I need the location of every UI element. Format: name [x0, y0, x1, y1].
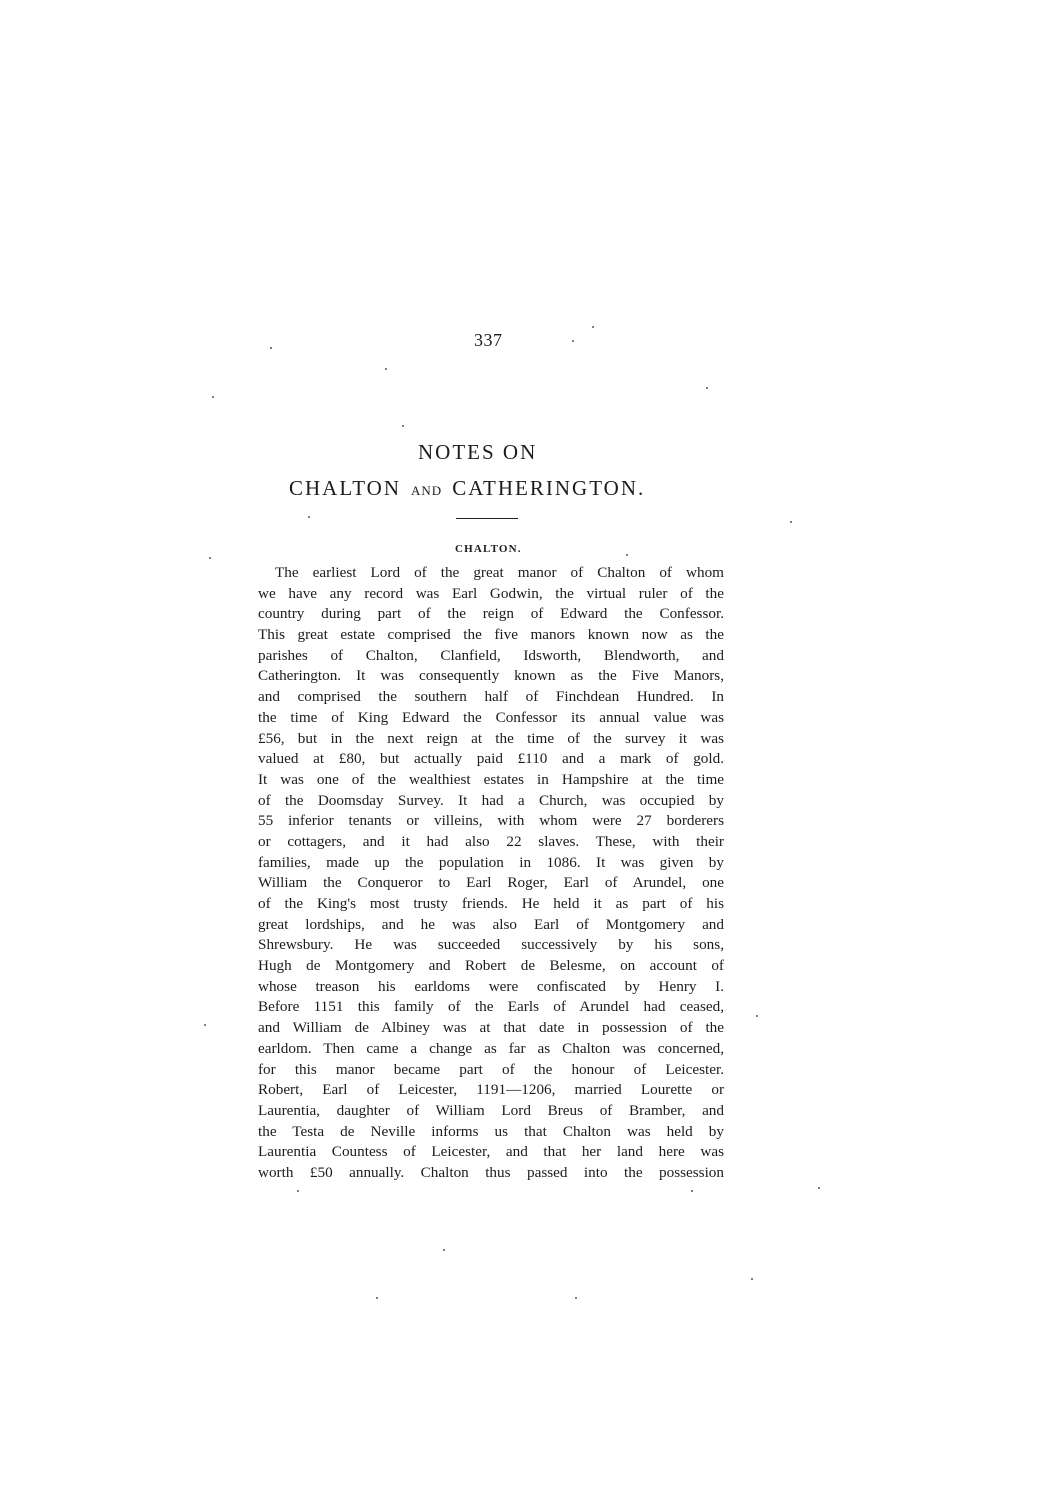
scan-speck: [385, 368, 387, 370]
scan-speck: [575, 1297, 577, 1299]
body-line: country during part of the reign of Edward the Confessor.: [258, 605, 724, 623]
body-line: 55 inferior tenants or villeins, with whom were 27 borderers: [258, 812, 724, 830]
section-heading: CHALTON.: [455, 543, 522, 555]
title-chalton: CHALTON: [289, 476, 402, 500]
scan-speck: [402, 425, 404, 427]
body-text: [258, 563, 724, 1184]
body-line: £56, but in the next reign at the time of the survey it was: [258, 729, 724, 747]
scan-speck: [691, 1190, 693, 1192]
body-line: Robert, Earl of Leicester, 1191—1206, married Lourette or: [258, 1081, 724, 1099]
body-line: Laurentia, daughter of William Lord Breus of Bramber, and: [258, 1101, 724, 1119]
scan-speck: [376, 1297, 378, 1299]
body-line: the Testa de Neville informs us that Chalton was held by: [258, 1122, 724, 1140]
scan-speck: [443, 1249, 445, 1251]
title-line-1: NOTES ON: [418, 440, 538, 464]
body-line: the time of King Edward the Confessor its annual value was: [258, 708, 724, 726]
body-line: Before 1151 this family of the Earls of Arundel had ceased,: [258, 998, 724, 1016]
scan-speck: [209, 557, 211, 559]
body-line: Laurentia Countess of Leicester, and that her land here was: [258, 1143, 724, 1161]
body-line: Hugh de Montgomery and Robert de Belesme, on account of: [258, 957, 724, 975]
scan-speck: [204, 1024, 206, 1026]
body-line: or cottagers, and it had also 22 slaves. These, with their: [258, 832, 724, 850]
scan-speck: [756, 1015, 758, 1017]
title-line-2: [289, 476, 645, 501]
body-line: for this manor became part of the honour of Leicester.: [258, 1060, 724, 1078]
body-line: This great estate comprised the five manors known now as the: [258, 626, 724, 644]
title-and: AND: [411, 483, 443, 498]
body-line: It was one of the wealthiest estates in Hampshire at the time: [258, 770, 724, 788]
body-line: The earliest Lord of the great manor of Chalton of whom: [275, 564, 724, 581]
body-line: of the Doomsday Survey. It had a Church, was occupied by: [258, 791, 724, 809]
scan-speck: [297, 1190, 299, 1192]
scan-speck: [706, 387, 708, 389]
scan-speck: [751, 1278, 753, 1280]
body-line: William the Conqueror to Earl Roger, Earl of Arundel, one: [258, 874, 724, 892]
body-line: valued at £80, but actually paid £110 and a mark of gold.: [258, 750, 724, 768]
page-number: 337: [474, 330, 503, 350]
scan-speck: [572, 340, 574, 342]
scan-speck: [212, 396, 214, 398]
title-catherington: CATHERINGTON.: [452, 476, 646, 500]
body-line: families, made up the population in 1086. It was given by: [258, 853, 724, 871]
body-line: of the King's most trusty friends. He held it as part of his: [258, 895, 724, 912]
body-line: we have any record was Earl Godwin, the virtual ruler of the: [258, 584, 724, 602]
body-line: Shrewsbury. He was succeeded successively by his sons,: [258, 936, 724, 954]
body-line: and William de Albiney was at that date in possession of the: [258, 1019, 724, 1037]
body-line: whose treason his earldoms were confiscated by Henry I.: [258, 977, 724, 995]
body-line: and comprised the southern half of Finchdean Hundred. In: [258, 688, 724, 706]
scan-speck: [818, 1187, 820, 1189]
body-line: worth £50 annually. Chalton thus passed into the possession: [258, 1163, 724, 1181]
title-rule: [456, 518, 518, 519]
scan-speck: [308, 516, 310, 518]
body-line: earldom. Then came a change as far as Chalton was concerned,: [258, 1039, 724, 1057]
scan-speck: [626, 554, 628, 556]
body-line: great lordships, and he was also Earl of Montgomery and: [258, 915, 724, 933]
body-line: Catherington. It was consequently known as the Five Manors,: [258, 667, 724, 685]
body-line: parishes of Chalton, Clanfield, Idsworth, Blendworth, and: [258, 646, 724, 664]
scan-speck: [270, 347, 272, 349]
scan-speck: [592, 326, 594, 328]
scan-speck: [790, 521, 792, 523]
